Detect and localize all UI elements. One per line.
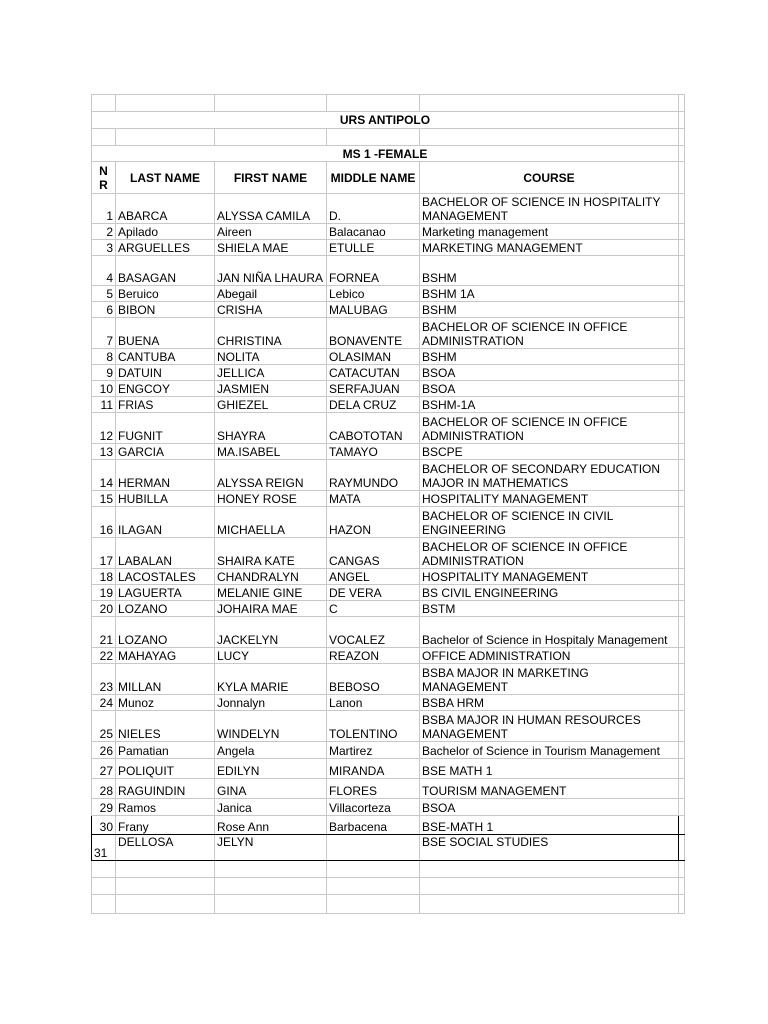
first-name-cell[interactable]: JOHAIRA MAE	[215, 601, 327, 617]
first-name-cell[interactable]: LUCY	[215, 648, 327, 664]
middle-name-cell[interactable]: ETULLE	[327, 240, 420, 256]
middle-name-cell[interactable]: Lebico	[327, 286, 420, 302]
row-number[interactable]: 8	[92, 349, 116, 365]
row-number[interactable]: 31	[92, 835, 116, 861]
cell[interactable]	[679, 617, 685, 648]
cell[interactable]	[679, 507, 685, 538]
course-cell[interactable]: Bachelor of Science in Hospitaly Management	[420, 617, 679, 648]
cell[interactable]	[679, 302, 685, 318]
cell[interactable]	[215, 861, 327, 878]
cell[interactable]	[679, 460, 685, 491]
middle-name-cell[interactable]: FLORES	[327, 779, 420, 799]
cell[interactable]	[420, 861, 679, 878]
cell[interactable]	[420, 129, 679, 146]
middle-name-cell[interactable]: HAZON	[327, 507, 420, 538]
cell[interactable]	[92, 129, 116, 146]
first-name-cell[interactable]: Janica	[215, 799, 327, 816]
first-name-cell[interactable]: Jonnalyn	[215, 695, 327, 711]
row-number[interactable]: 16	[92, 507, 116, 538]
cell[interactable]	[327, 129, 420, 146]
last-name-cell[interactable]: LACOSTALES	[116, 569, 215, 585]
title-row	[92, 112, 685, 129]
middle-name-cell[interactable]: BEBOSO	[327, 664, 420, 695]
table-row	[92, 617, 685, 648]
empty-row	[92, 129, 685, 146]
table-row	[92, 601, 685, 617]
school-title[interactable]: URS ANTIPOLO	[92, 112, 679, 129]
header-middle-name[interactable]: MIDDLE NAME	[327, 162, 420, 194]
table-row	[92, 397, 685, 413]
table-row	[92, 318, 685, 349]
row-number[interactable]: 24	[92, 695, 116, 711]
middle-name-cell[interactable]: RAYMUNDO	[327, 460, 420, 491]
cell[interactable]	[679, 224, 685, 240]
row-number[interactable]: 27	[92, 759, 116, 779]
middle-name-cell[interactable]: FORNEA	[327, 256, 420, 286]
table-row	[92, 194, 685, 224]
cell[interactable]	[679, 194, 685, 224]
table-row	[92, 779, 685, 799]
course-cell[interactable]: Marketing management	[420, 224, 679, 240]
cell[interactable]	[679, 816, 685, 835]
cell[interactable]	[679, 413, 685, 444]
last-name-cell[interactable]: ENGCOY	[116, 381, 215, 397]
cell[interactable]	[679, 286, 685, 302]
cell[interactable]	[679, 256, 685, 286]
course-cell[interactable]: BACHELOR OF SCIENCE IN OFFICE ADMINISTRATION	[420, 413, 679, 444]
cell[interactable]	[679, 895, 685, 914]
middle-name-cell[interactable]: DELA CRUZ	[327, 397, 420, 413]
table-row	[92, 507, 685, 538]
table-row	[92, 799, 685, 816]
last-name-cell[interactable]: HUBILLA	[116, 491, 215, 507]
last-name-cell[interactable]: Frany	[116, 816, 215, 835]
row-number[interactable]: 12	[92, 413, 116, 444]
table-row	[92, 695, 685, 711]
cell[interactable]	[679, 759, 685, 779]
middle-name-cell[interactable]: MIRANDA	[327, 759, 420, 779]
table-row	[92, 349, 685, 365]
table-row	[92, 742, 685, 759]
section-title[interactable]: MS 1 -FEMALE	[92, 146, 679, 162]
last-name-cell[interactable]: LABALAN	[116, 538, 215, 569]
row-number[interactable]: 29	[92, 799, 116, 816]
cell[interactable]	[327, 861, 420, 878]
cell[interactable]	[679, 569, 685, 585]
row-number[interactable]: 30	[92, 816, 116, 835]
last-name-cell[interactable]: Pamatian	[116, 742, 215, 759]
course-cell[interactable]: BSHM	[420, 256, 679, 286]
row-number[interactable]: 14	[92, 460, 116, 491]
middle-name-cell[interactable]: SERFAJUAN	[327, 381, 420, 397]
cell[interactable]	[679, 711, 685, 742]
table-row	[92, 569, 685, 585]
last-name-cell[interactable]: Munoz	[116, 695, 215, 711]
cell[interactable]	[679, 695, 685, 711]
middle-name-cell[interactable]: D.	[327, 194, 420, 224]
table-row	[92, 256, 685, 286]
row-number[interactable]: 9	[92, 365, 116, 381]
middle-name-cell[interactable]: ANGEL	[327, 569, 420, 585]
cell[interactable]	[679, 799, 685, 816]
cell[interactable]	[679, 365, 685, 381]
row-number[interactable]: 10	[92, 381, 116, 397]
spreadsheet-body	[92, 95, 685, 914]
row-number[interactable]: 1	[92, 194, 116, 224]
table-row	[92, 240, 685, 256]
last-name-cell[interactable]: DELLOSA	[116, 835, 215, 861]
cell[interactable]	[92, 861, 116, 878]
cell[interactable]	[679, 491, 685, 507]
row-number[interactable]: 11	[92, 397, 116, 413]
course-cell[interactable]: BSE MATH 1	[420, 759, 679, 779]
course-cell[interactable]: BSBA MAJOR IN HUMAN RESOURCES MANAGEMENT	[420, 711, 679, 742]
course-cell[interactable]: BACHELOR OF SCIENCE IN HOSPITALITY MANAGEMENT	[420, 194, 679, 224]
course-cell[interactable]: OFFICE ADMINISTRATION	[420, 648, 679, 664]
course-cell[interactable]: BSOA	[420, 799, 679, 816]
table-row	[92, 413, 685, 444]
first-name-cell[interactable]: MICHAELLA	[215, 507, 327, 538]
cell[interactable]	[679, 112, 685, 129]
first-name-cell[interactable]: CRISHA	[215, 302, 327, 318]
middle-name-cell[interactable]: REAZON	[327, 648, 420, 664]
cell[interactable]	[679, 349, 685, 365]
cell[interactable]	[327, 895, 420, 914]
first-name-cell[interactable]: MELANIE GINE	[215, 585, 327, 601]
section-row	[92, 146, 685, 162]
middle-name-cell[interactable]: BONAVENTE	[327, 318, 420, 349]
last-name-cell[interactable]: BASAGAN	[116, 256, 215, 286]
last-name-cell[interactable]: DATUIN	[116, 365, 215, 381]
course-cell[interactable]: BS CIVIL ENGINEERING	[420, 585, 679, 601]
cell[interactable]	[679, 664, 685, 695]
cell[interactable]	[116, 895, 215, 914]
first-name-cell[interactable]: JAN NIÑA LHAURA	[215, 256, 327, 286]
cell[interactable]	[679, 861, 685, 878]
cell[interactable]	[679, 601, 685, 617]
course-cell[interactable]: BACHELOR OF SCIENCE IN OFFICE ADMINISTRATION	[420, 318, 679, 349]
cell[interactable]	[679, 538, 685, 569]
table-row	[92, 444, 685, 460]
table-row	[92, 648, 685, 664]
course-cell[interactable]: BSHM	[420, 302, 679, 318]
row-number[interactable]: 15	[92, 491, 116, 507]
header-nr[interactable]: N R	[92, 162, 116, 194]
cell[interactable]	[215, 895, 327, 914]
table-row	[92, 302, 685, 318]
header-course[interactable]: COURSE	[420, 162, 679, 194]
course-cell[interactable]: BSHM-1A	[420, 397, 679, 413]
last-name-cell[interactable]: FUGNIT	[116, 413, 215, 444]
middle-name-cell[interactable]	[327, 835, 420, 861]
last-name-cell[interactable]: LAGUERTA	[116, 585, 215, 601]
cell[interactable]	[327, 878, 420, 895]
course-cell[interactable]: BSBA MAJOR IN MARKETING MANAGEMENT	[420, 664, 679, 695]
table-row	[92, 759, 685, 779]
cell[interactable]	[215, 95, 327, 112]
last-name-cell[interactable]: MAHAYAG	[116, 648, 215, 664]
first-name-cell[interactable]: JELLICA	[215, 365, 327, 381]
course-cell[interactable]: BSOA	[420, 365, 679, 381]
last-name-cell[interactable]: ABARCA	[116, 194, 215, 224]
last-name-cell[interactable]: ILAGAN	[116, 507, 215, 538]
row-number[interactable]: 20	[92, 601, 116, 617]
row-number[interactable]: 21	[92, 617, 116, 648]
cell[interactable]	[116, 129, 215, 146]
row-number[interactable]: 19	[92, 585, 116, 601]
first-name-cell[interactable]: KYLA MARIE	[215, 664, 327, 695]
middle-name-cell[interactable]: CATACUTAN	[327, 365, 420, 381]
middle-name-cell[interactable]: Balacanao	[327, 224, 420, 240]
middle-name-cell[interactable]: Lanon	[327, 695, 420, 711]
empty-row	[92, 895, 685, 914]
first-name-cell[interactable]: ALYSSA CAMILA	[215, 194, 327, 224]
table-row	[92, 286, 685, 302]
first-name-cell[interactable]: Angela	[215, 742, 327, 759]
course-cell[interactable]: TOURISM MANAGEMENT	[420, 779, 679, 799]
table-row	[92, 538, 685, 569]
spreadsheet-table	[91, 94, 685, 914]
row-number[interactable]: 28	[92, 779, 116, 799]
first-name-cell[interactable]: SHAYRA	[215, 413, 327, 444]
row-number[interactable]: 5	[92, 286, 116, 302]
cell[interactable]	[327, 95, 420, 112]
middle-name-cell[interactable]: VOCALEZ	[327, 617, 420, 648]
first-name-cell[interactable]: CHRISTINA	[215, 318, 327, 349]
first-name-cell[interactable]: Rose Ann	[215, 816, 327, 835]
course-cell[interactable]: BSTM	[420, 601, 679, 617]
first-name-cell[interactable]: NOLITA	[215, 349, 327, 365]
row-number[interactable]: 3	[92, 240, 116, 256]
last-name-cell[interactable]: BIBON	[116, 302, 215, 318]
first-name-cell[interactable]: HONEY ROSE	[215, 491, 327, 507]
course-cell[interactable]: BACHELOR OF SCIENCE IN CIVIL ENGINEERING	[420, 507, 679, 538]
course-cell[interactable]: BACHELOR OF SCIENCE IN OFFICE ADMINISTRATION	[420, 538, 679, 569]
course-cell[interactable]: HOSPITALITY MANAGEMENT	[420, 491, 679, 507]
course-cell[interactable]: BACHELOR OF SECONDARY EDUCATION MAJOR IN MATHEMATICS	[420, 460, 679, 491]
table-row	[92, 585, 685, 601]
cell[interactable]	[679, 240, 685, 256]
first-name-cell[interactable]: SHAIRA KATE	[215, 538, 327, 569]
middle-name-cell[interactable]: DE VERA	[327, 585, 420, 601]
course-cell[interactable]: BSE SOCIAL STUDIES	[420, 835, 679, 861]
first-name-cell[interactable]: GINA	[215, 779, 327, 799]
cell[interactable]	[116, 878, 215, 895]
first-name-cell[interactable]: JASMIEN	[215, 381, 327, 397]
middle-name-cell[interactable]: Martirez	[327, 742, 420, 759]
last-name-cell[interactable]: NIELES	[116, 711, 215, 742]
course-cell[interactable]: MARKETING MANAGEMENT	[420, 240, 679, 256]
first-name-cell[interactable]: WINDELYN	[215, 711, 327, 742]
middle-name-cell[interactable]: C	[327, 601, 420, 617]
middle-name-cell[interactable]: Barbacena	[327, 816, 420, 835]
cell[interactable]	[679, 585, 685, 601]
first-name-cell[interactable]: ALYSSA REIGN	[215, 460, 327, 491]
cell[interactable]	[679, 397, 685, 413]
table-row	[92, 711, 685, 742]
course-cell[interactable]: BSCPE	[420, 444, 679, 460]
cell[interactable]	[215, 878, 327, 895]
cell[interactable]	[679, 742, 685, 759]
first-name-cell[interactable]: CHANDRALYN	[215, 569, 327, 585]
row-number[interactable]: 6	[92, 302, 116, 318]
cell[interactable]	[92, 95, 116, 112]
last-name-cell[interactable]: HERMAN	[116, 460, 215, 491]
cell[interactable]	[420, 895, 679, 914]
row-number[interactable]: 7	[92, 318, 116, 349]
middle-name-cell[interactable]: CABOTOTAN	[327, 413, 420, 444]
row-number[interactable]: 23	[92, 664, 116, 695]
cell[interactable]	[679, 129, 685, 146]
last-name-cell[interactable]: BUENA	[116, 318, 215, 349]
course-cell[interactable]: BSE-MATH 1	[420, 816, 679, 835]
empty-row	[92, 861, 685, 878]
table-row	[92, 835, 685, 861]
cell[interactable]	[679, 146, 685, 162]
table-row	[92, 816, 685, 835]
row-number[interactable]: 4	[92, 256, 116, 286]
last-name-cell[interactable]: GARCIA	[116, 444, 215, 460]
cell[interactable]	[679, 835, 685, 861]
first-name-cell[interactable]: Aireen	[215, 224, 327, 240]
table-row	[92, 664, 685, 695]
middle-name-cell[interactable]: Villacorteza	[327, 799, 420, 816]
first-name-cell[interactable]: Abegail	[215, 286, 327, 302]
table-row	[92, 491, 685, 507]
table-row	[92, 224, 685, 240]
middle-name-cell[interactable]: TOLENTINO	[327, 711, 420, 742]
header-last-name[interactable]: LAST NAME	[116, 162, 215, 194]
table-row	[92, 381, 685, 397]
header-first-name[interactable]: FIRST NAME	[215, 162, 327, 194]
cell[interactable]	[420, 878, 679, 895]
row-number[interactable]: 25	[92, 711, 116, 742]
course-cell[interactable]: Bachelor of Science in Tourism Management	[420, 742, 679, 759]
middle-name-cell[interactable]: MALUBAG	[327, 302, 420, 318]
cell[interactable]	[116, 861, 215, 878]
course-cell[interactable]: BSHM 1A	[420, 286, 679, 302]
first-name-cell[interactable]: JACKELYN	[215, 617, 327, 648]
table-row	[92, 365, 685, 381]
empty-row	[92, 878, 685, 895]
row-number[interactable]: 17	[92, 538, 116, 569]
last-name-cell[interactable]: Beruico	[116, 286, 215, 302]
header-row	[92, 162, 685, 194]
course-cell[interactable]: BSHM	[420, 349, 679, 365]
cell[interactable]	[679, 779, 685, 799]
first-name-cell[interactable]: MA.ISABEL	[215, 444, 327, 460]
middle-name-cell[interactable]: MATA	[327, 491, 420, 507]
row-number[interactable]: 18	[92, 569, 116, 585]
table-row	[92, 460, 685, 491]
cell[interactable]	[679, 444, 685, 460]
cell[interactable]	[679, 318, 685, 349]
cell[interactable]	[679, 878, 685, 895]
first-name-cell[interactable]: JELYN	[215, 835, 327, 861]
last-name-cell[interactable]: LOZANO	[116, 601, 215, 617]
last-name-cell[interactable]: CANTUBA	[116, 349, 215, 365]
last-name-cell[interactable]: Ramos	[116, 799, 215, 816]
cell[interactable]	[679, 95, 685, 112]
cell[interactable]	[420, 95, 679, 112]
row-number[interactable]: 22	[92, 648, 116, 664]
last-name-cell[interactable]: MILLAN	[116, 664, 215, 695]
course-cell[interactable]: BSBA HRM	[420, 695, 679, 711]
row-number[interactable]: 26	[92, 742, 116, 759]
cell[interactable]	[679, 648, 685, 664]
middle-name-cell[interactable]: TAMAYO	[327, 444, 420, 460]
middle-name-cell[interactable]: CANGAS	[327, 538, 420, 569]
cell[interactable]	[215, 129, 327, 146]
row-number[interactable]: 13	[92, 444, 116, 460]
last-name-cell[interactable]: LOZANO	[116, 617, 215, 648]
empty-row	[92, 95, 685, 112]
last-name-cell[interactable]: ARGUELLES	[116, 240, 215, 256]
row-number[interactable]: 2	[92, 224, 116, 240]
first-name-cell[interactable]: SHIELA MAE	[215, 240, 327, 256]
last-name-cell[interactable]: RAGUINDIN	[116, 779, 215, 799]
first-name-cell[interactable]: GHIEZEL	[215, 397, 327, 413]
cell[interactable]	[116, 95, 215, 112]
cell[interactable]	[92, 895, 116, 914]
cell[interactable]	[679, 381, 685, 397]
course-cell[interactable]: BSOA	[420, 381, 679, 397]
last-name-cell[interactable]: POLIQUIT	[116, 759, 215, 779]
last-name-cell[interactable]: FRIAS	[116, 397, 215, 413]
first-name-cell[interactable]: EDILYN	[215, 759, 327, 779]
cell[interactable]	[679, 162, 685, 194]
middle-name-cell[interactable]: OLASIMAN	[327, 349, 420, 365]
cell[interactable]	[92, 878, 116, 895]
course-cell[interactable]: HOSPITALITY MANAGEMENT	[420, 569, 679, 585]
last-name-cell[interactable]: Apilado	[116, 224, 215, 240]
